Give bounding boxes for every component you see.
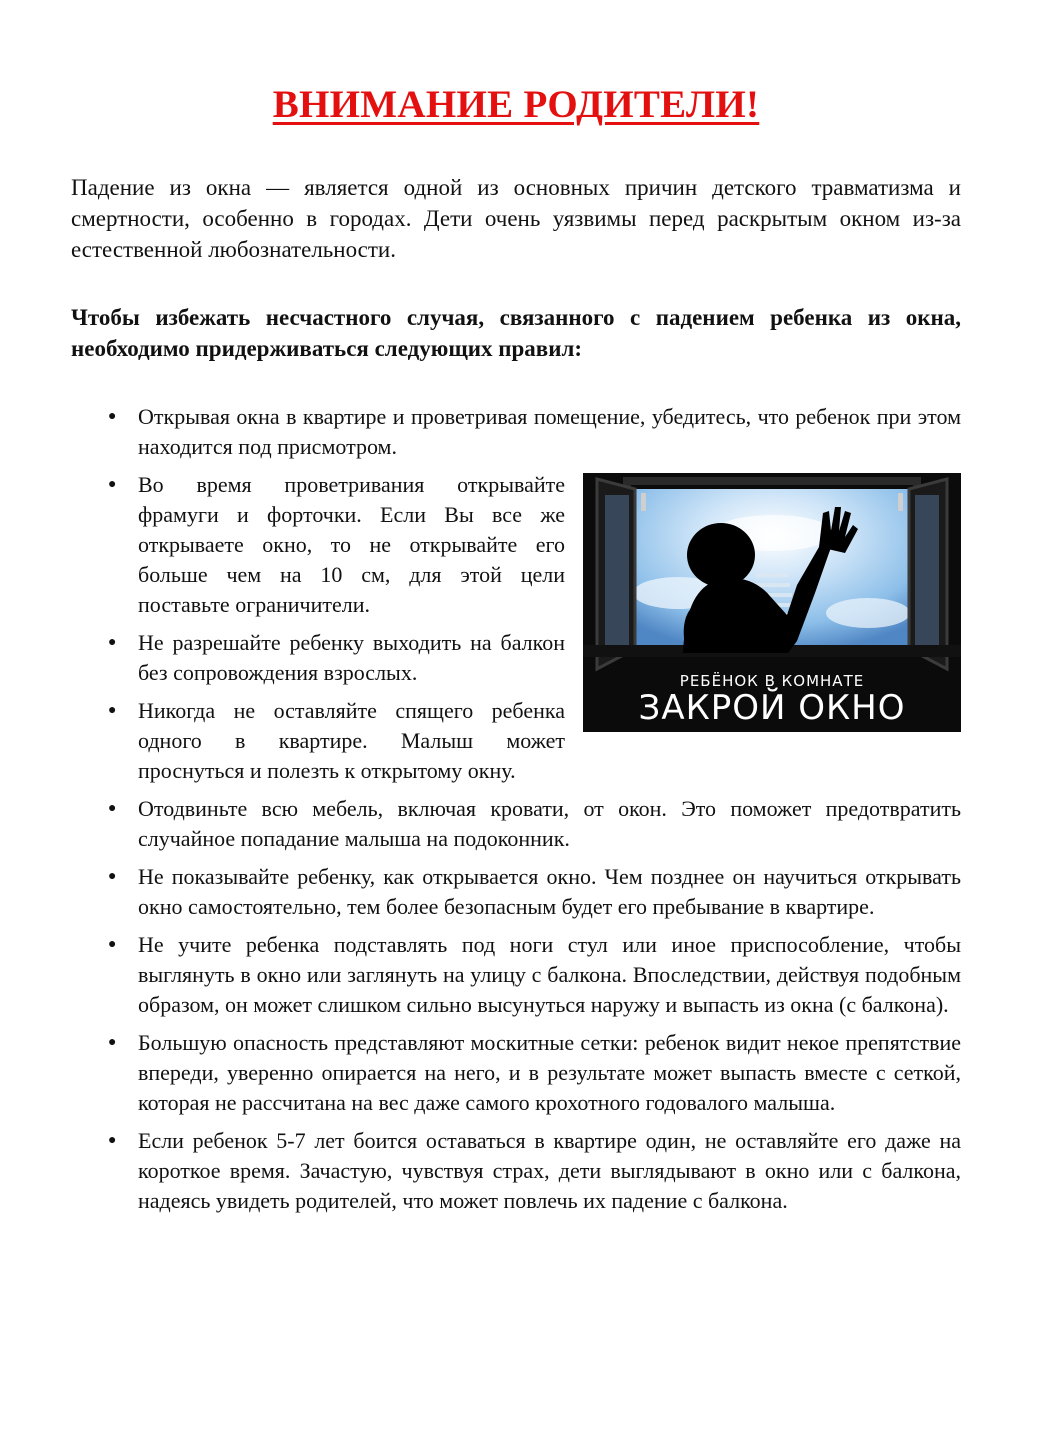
list-item xyxy=(71,930,961,1020)
intro-paragraph: Падение из окна — является одной из основных причин детского травматизма и смертности, особенно в городах. Дети очень уязвимы перед раскрытым окном из-за естественной любознательности. xyxy=(71,175,961,262)
bullet-icon: ● xyxy=(108,635,117,650)
list-item xyxy=(71,1126,961,1216)
bullet-icon: ● xyxy=(108,409,117,424)
rules-list xyxy=(71,402,961,1216)
rule-text: Никогда не оставляйте спящего ребенка одного в квартире. Малыш может проснуться и полезть к открытому окну. xyxy=(138,698,565,783)
list-item xyxy=(71,862,961,922)
rule-text: Во время проветривания открывайте фрамуги и форточки. Если Вы все же открываете окно, то не открывайте его больше чем на 10 см, для этой цели поставьте ограничители. xyxy=(138,472,565,617)
rule-text: Отодвиньте всю мебель, включая кровати, от окон. Это поможет предотвратить случайное попадание малыша на подоконник. xyxy=(138,796,961,851)
rule-text: Открывая окна в квартире и проветривая помещение, убедитесь, что ребенок при этом находится под присмотром. xyxy=(138,404,961,459)
bullet-icon: ● xyxy=(108,801,117,816)
list-item xyxy=(71,1028,961,1118)
list-item xyxy=(71,794,961,854)
list-item xyxy=(71,696,961,786)
rule-text: Не учите ребенка подставлять под ноги стул или иное приспособление, чтобы выглянуть в окно или заглянуть на улицу с балкона. Впоследствии, действуя подобным образом, он может слишком сильно высунуться наружу и выпасть из окна (с балкона). xyxy=(138,932,961,1017)
bullet-icon: ● xyxy=(108,869,117,884)
rule-text: Не разрешайте ребенку выходить на балкон без сопровождения взрослых. xyxy=(138,630,565,685)
rules-heading: Чтобы избежать несчастного случая, связанного с падением ребенка из окна, необходимо придерживаться следующих правил: xyxy=(71,305,961,361)
rule-text: Не показывайте ребенку, как открывается окно. Чем позднее он научиться открывать окно самостоятельно, тем более безопасным будет его пребывание в квартире. xyxy=(138,864,961,919)
poster-caption-small: РЕБЁНОК В КОМНАТЕ xyxy=(679,672,865,690)
close-window-poster xyxy=(583,473,961,732)
poster-caption-big: ЗАКРОЙ ОКНО xyxy=(638,688,906,728)
rule-text: Большую опасность представляют москитные сетки: ребенок видит некое препятствие впереди, уверенно опирается на него, и в результате может выпасть вместе с сеткой, которая не рассчитана на вес даже самого крохотного годовалого малыша. xyxy=(138,1030,961,1115)
bullet-icon: ● xyxy=(108,1133,117,1148)
bullet-icon: ● xyxy=(108,937,117,952)
list-item xyxy=(71,628,961,688)
bullet-icon: ● xyxy=(108,477,117,492)
page-title: ВНИМАНИЕ РОДИТЕЛИ! xyxy=(272,83,760,126)
list-item xyxy=(71,402,961,462)
bullet-icon: ● xyxy=(108,1035,117,1050)
rule-text: Если ребенок 5-7 лет боится оставаться в квартире один, не оставляйте его даже на короткое время. Зачастую, чувствуя страх, дети выглядывают в окно или с балкона, надеясь увидеть родителей, что может повлечь их падение с балкона. xyxy=(138,1128,961,1213)
bullet-icon: ● xyxy=(108,703,117,718)
